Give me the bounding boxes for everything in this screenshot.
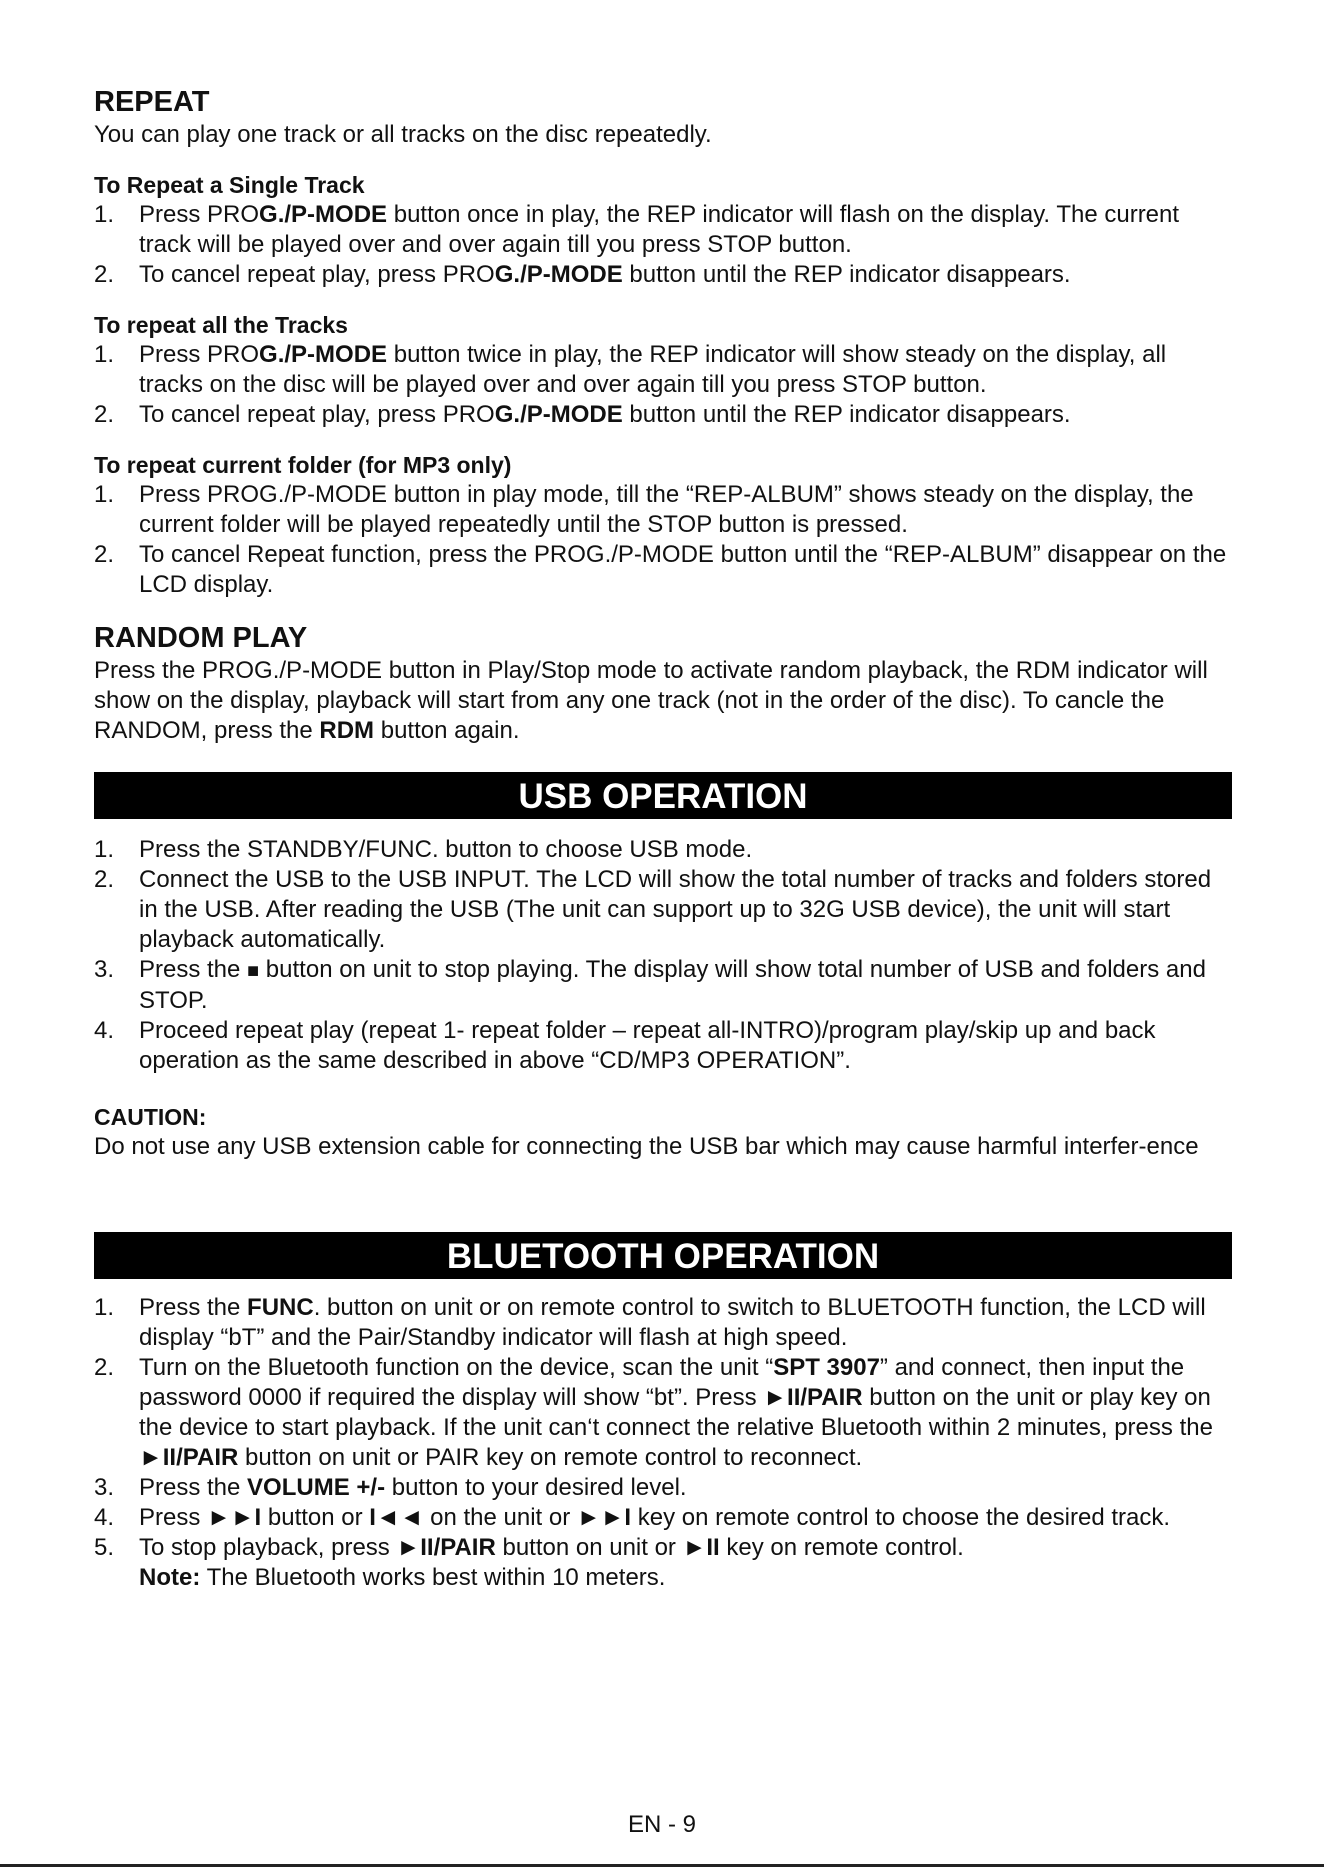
usb-banner: USB OPERATION xyxy=(94,772,1232,819)
list-item: 1. Press PROG./P-MODE button once in play, the REP indicator will flash on the display. The current track will be played over and over again till you press STOP button. xyxy=(94,201,1180,258)
usb-list xyxy=(94,835,1232,1076)
repeat-folder-heading: To repeat current folder (for MP3 only) xyxy=(94,452,512,478)
page-number: EN - 9 xyxy=(627,1811,696,1838)
repeat-all-list xyxy=(94,340,1232,430)
list-item: 2. Connect the USB to the USB INPUT. The LCD will show the total number of tracks and folders stored in the USB. After reading the USB (The unit can support up to 32G USB device), the unit will start playback automatically. xyxy=(94,866,1212,953)
play-pause-icon: ►II xyxy=(139,1444,177,1471)
bluetooth-banner: BLUETOOTH OPERATION xyxy=(94,1232,1232,1279)
list-item: 1. Press PROG./P-MODE button twice in play, the REP indicator will show steady on the display, all tracks on the disc will be played over and over again till you press STOP button. xyxy=(94,341,1167,398)
random-title: RANDOM PLAY xyxy=(94,622,308,654)
repeat-single-list xyxy=(94,200,1232,290)
caution-label: CAUTION: xyxy=(94,1104,207,1130)
note-text: The Bluetooth works best within 10 meters. xyxy=(200,1564,666,1591)
list-item: 3. Press the ■ button on unit to stop playing. The display will show total number of USB and folders and STOP. xyxy=(94,956,1206,1014)
list-item: 2. To cancel Repeat function, press the PROG./P-MODE button until the “REP-ALBUM” disappear on the LCD display. xyxy=(94,541,1227,598)
list-item: 2. Turn on the Bluetooth function on the device, scan the unit “SPT 3907” and connect, then input the password 0000 if required the display will show “bt”. Press ►II/PAIR button on the unit or play key on the device to start playback. If the unit can‘t connect the relative Bluetooth within 2 minutes, press the ►II/PAIR button on unit or PAIR key on remote control to reconnect. xyxy=(94,1354,1213,1471)
list-item: 2. To cancel repeat play, press PROG./P-MODE button until the REP indicator disappears. xyxy=(94,401,1071,428)
repeat-intro: You can play one track or all tracks on the disc repeatedly. xyxy=(94,121,712,148)
list-item: 3. Press the VOLUME +/- button to your desired level. xyxy=(94,1474,687,1501)
next-track-icon: ►►I xyxy=(576,1504,632,1531)
note-label: Note: xyxy=(139,1564,201,1591)
play-pause-icon: ►II xyxy=(682,1534,720,1561)
play-pause-icon: ►II xyxy=(396,1534,434,1561)
bottom-rule xyxy=(0,1864,1324,1867)
list-item: 1. Press the FUNC. button on unit or on remote control to switch to BLUETOOTH function, the LCD will display “bT” and the Pair/Standby indicator will flash at high speed. xyxy=(94,1294,1206,1351)
repeat-title: REPEAT xyxy=(94,86,210,118)
previous-track-icon: I◄◄ xyxy=(369,1504,424,1531)
caution-text: Do not use any USB extension cable for connecting the USB bar which may cause harmful interfer-ence xyxy=(94,1133,1199,1160)
next-track-icon: ►►I xyxy=(207,1504,262,1531)
manual-page xyxy=(94,84,1232,1593)
bluetooth-list xyxy=(94,1293,1232,1593)
repeat-all-heading: To repeat all the Tracks xyxy=(94,312,348,338)
list-item: 2. To cancel repeat play, press PROG./P-MODE button until the REP indicator disappears. xyxy=(94,261,1071,288)
play-pause-icon: ►II xyxy=(763,1384,801,1411)
random-text: Press the PROG./P-MODE button in Play/Stop mode to activate random playback, the RDM indicator will show on the display, playback will start from any one track (not in the order of the disc). To cancle the RANDOM, press the RDM button again. xyxy=(94,657,1208,744)
stop-icon: ■ xyxy=(247,960,260,982)
repeat-folder-list xyxy=(94,480,1232,600)
list-item: 4. Proceed repeat play (repeat 1- repeat folder – repeat all-INTRO)/program play/skip up and back operation as the same described in above “CD/MP3 OPERATION”. xyxy=(94,1017,1156,1074)
list-item: 4. Press ►►I button or I◄◄ on the unit or ►►I key on remote control to choose the desired track. xyxy=(94,1504,1171,1531)
list-item: 1. Press PROG./P-MODE button in play mode, till the “REP-ALBUM” shows steady on the display, the current folder will be played repeatedly until the STOP button is pressed. xyxy=(94,481,1194,538)
list-item: 5. To stop playback, press ►II/PAIR button on unit or ►II key on remote control. Note: The Bluetooth works best within 10 meters. xyxy=(94,1534,964,1591)
repeat-single-heading: To Repeat a Single Track xyxy=(94,172,365,198)
list-item: 1. Press the STANDBY/FUNC. button to choose USB mode. xyxy=(94,836,753,863)
